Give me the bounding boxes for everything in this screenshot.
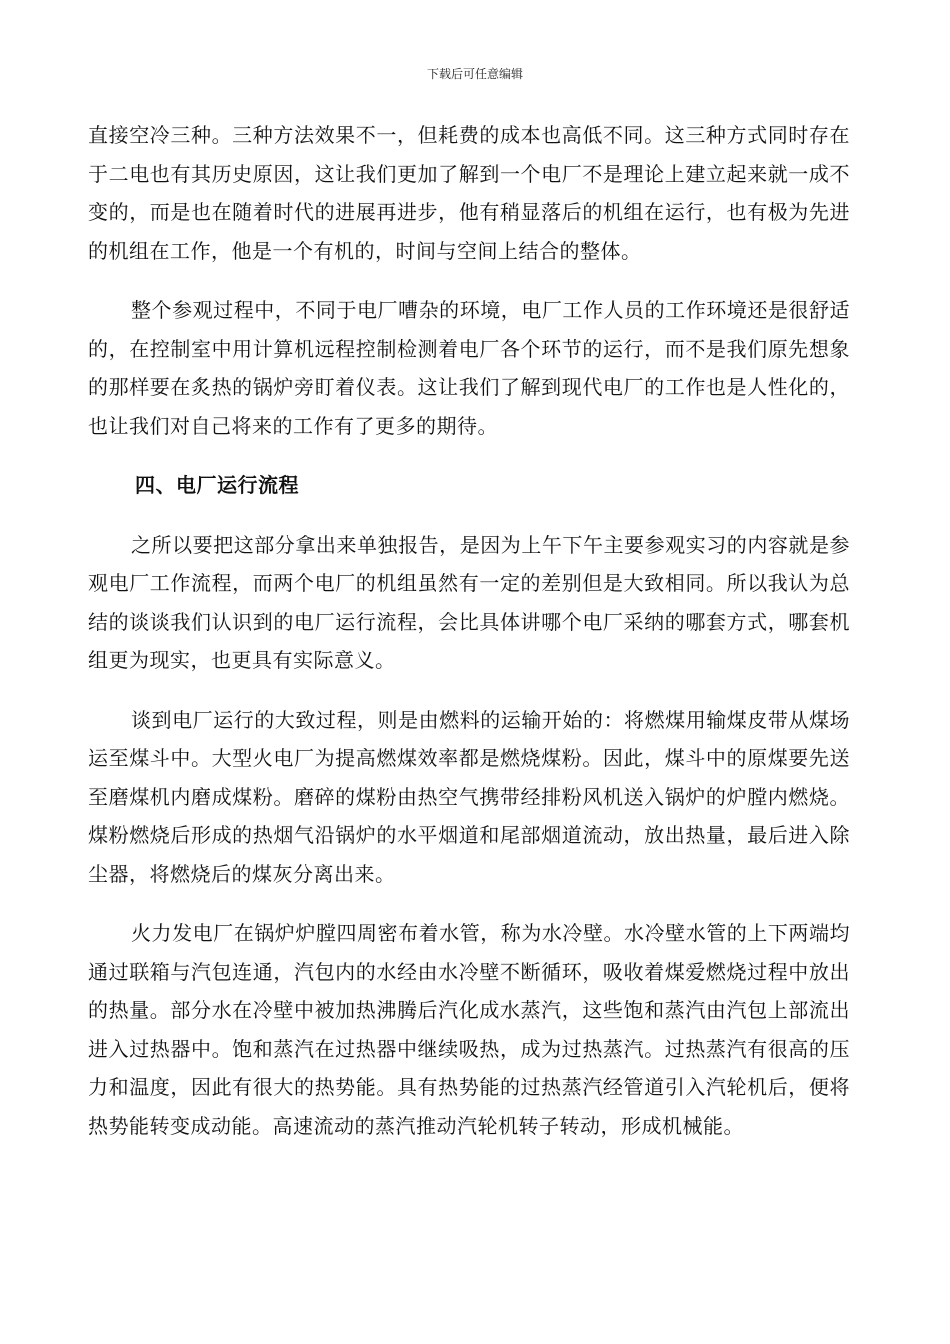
section-heading: 四、电厂运行流程 [135,473,299,497]
page-header: 下载后可任意编辑 [426,67,523,81]
paragraph-report-reason: 之所以要把这部分拿出来单独报告，是因为上午下午主要参观实习的内容就是参观电厂工作流程，而两个电厂的机组虽然有一定的差别但是大致相同。所以我认为总结的谈谈我们认识到的电厂运行流程，会比具体讲哪个电厂采纳的哪套方式，哪套机组更为现实，也更具有实际意义。 [88,532,850,672]
document-body [88,116,850,1166]
paragraph-work-environment: 整个参观过程中，不同于电厂嘈杂的环境，电厂工作人员的工作环境还是很舒适的，在控制室中用计算机远程控制检测着电厂各个环节的运行，而不是我们原先想象的那样要在炙热的锅炉旁盯着仪表。这让我们了解到现代电厂的工作也是人性化的，也让我们对自己将来的工作有了更多的期待。 [88,298,850,438]
paragraph-fuel-process: 谈到电厂运行的大致过程，则是由燃料的运输开始的：将燃煤用输煤皮带从煤场运至煤斗中。大型火电厂为提高燃煤效率都是燃烧煤粉。因此，煤斗中的原煤要先送至磨煤机内磨成煤粉。磨碎的煤粉由热空气携带经排粉风机送入锅炉的炉膛内燃烧。煤粉燃烧后形成的热烟气沿锅炉的水平烟道和尾部烟道流动，放出热量，最后进入除尘器，将燃烧后的煤灰分离出来。 [88,707,850,886]
paragraph-continued: 直接空冷三种。三种方法效果不一，但耗费的成本也高低不同。这三种方式同时存在于二电也有其历史原因，这让我们更加了解到一个电厂不是理论上建立起来就一成不变的，而是也在随着时代的进展再进步，他有稍显落后的机组在运行，也有极为先进的机组在工作，他是一个有机的，时间与空间上结合的整体。 [88,123,850,263]
paragraph-steam-process: 火力发电厂在锅炉炉膛四周密布着水管，称为水冷壁。水冷壁水管的上下两端均通过联箱与汽包连通，汽包内的水经由水冷壁不断循环，吸收着煤爱燃烧过程中放出的热量。部分水在冷壁中被加热沸腾后汽化成水蒸汽，这些饱和蒸汽由汽包上部流出进入过热器中。饱和蒸汽在过热器中继续吸热，成为过热蒸汽。过热蒸汽有很高的压力和温度，因此有很大的热势能。具有热势能的过热蒸汽经管道引入汽轮机后，便将热势能转变成动能。高速流动的蒸汽推动汽轮机转子转动，形成机械能。 [88,921,850,1138]
